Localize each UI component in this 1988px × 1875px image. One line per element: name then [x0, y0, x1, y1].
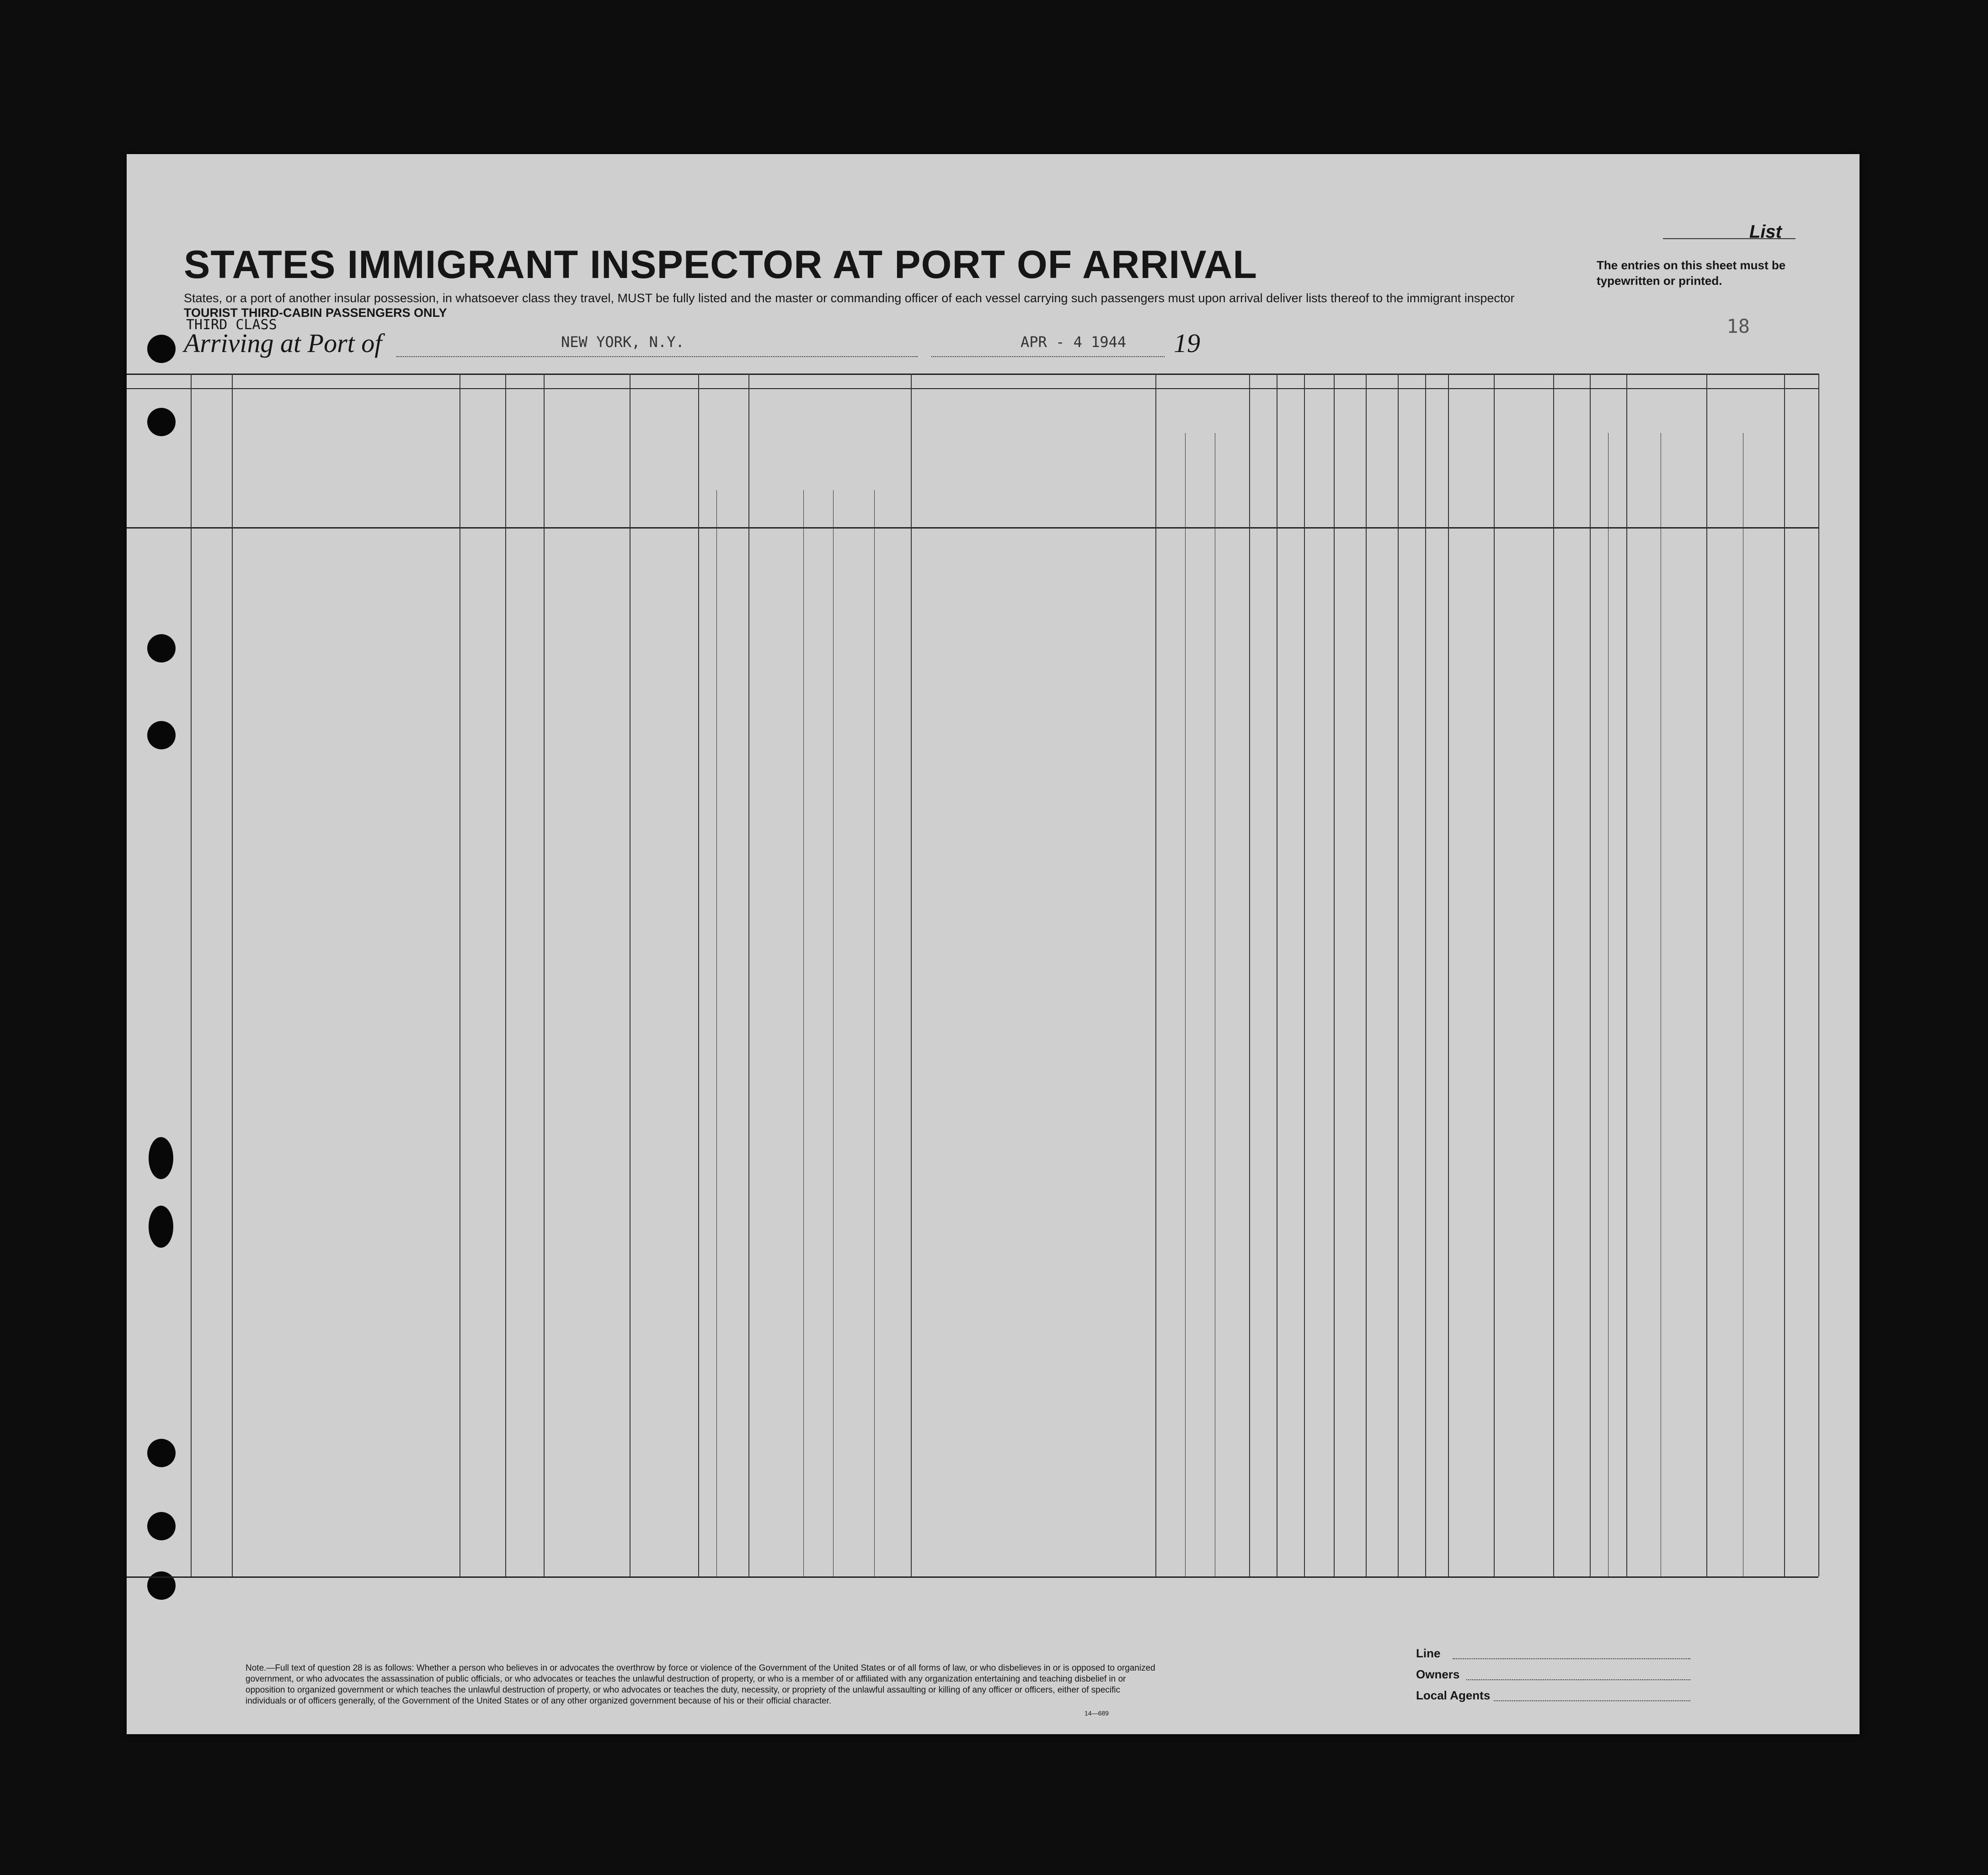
agents-label: Local Agents [1416, 1688, 1491, 1702]
column-divider [1553, 374, 1554, 1576]
subcolumn-divider [716, 490, 717, 1576]
subcolumn-divider [874, 490, 875, 1576]
arriving-label: Arriving at Port of [184, 328, 382, 358]
column-divider [1304, 374, 1305, 1576]
third-class-note: THIRD CLASS [186, 317, 277, 333]
column-divider [1155, 374, 1156, 1576]
grid-top-line [127, 374, 1818, 375]
column-divider [1425, 374, 1426, 1576]
column-divider [911, 374, 912, 1576]
column-divider [1334, 374, 1335, 1576]
subcolumn-divider [1608, 433, 1609, 1576]
subcolumn-divider [833, 490, 834, 1576]
page-title: STATES IMMIGRANT INSPECTOR AT PORT OF ARRIVAL [184, 243, 1257, 287]
column-divider [1249, 374, 1250, 1576]
column-divider [1398, 374, 1399, 1576]
column-divider [1448, 374, 1449, 1576]
line-field[interactable] [1453, 1658, 1690, 1659]
owners-field[interactable] [1466, 1679, 1690, 1680]
column-divider [191, 374, 192, 1576]
page-number: 18 [1726, 315, 1750, 337]
agents-field[interactable] [1494, 1700, 1690, 1701]
manifest-sheet [127, 154, 1860, 1734]
form-number: 14—689 [1085, 1709, 1109, 1717]
column-divider [1626, 374, 1627, 1576]
column-divider [1590, 374, 1591, 1576]
manifest-grid [127, 154, 1860, 1734]
subcolumn-divider [698, 490, 699, 1576]
colnum-line [127, 388, 1818, 389]
column-divider [1706, 374, 1707, 1576]
passenger-class-line: TOURIST THIRD-CABIN PASSENGERS ONLY [184, 306, 447, 320]
line-label: Line [1416, 1646, 1441, 1660]
list-label: List [1749, 222, 1782, 242]
subcolumn-divider [505, 490, 506, 1576]
footnote: Note.—Full text of question 28 is as follows: Whether a person who believes in or advocates the overthrow by force or violence of the Government of the United States or of all forms of law, or who disbelieves in or is opposed to organized government, or who advocates the assassination of public officials, or who advocates or teaches the unlawful destruction of property, or who is a member of or affiliated with any organization entertaining and teaching disbelief in or opposition to organized government or which teaches the unlawful destruction of property, or who advocates or teaches the duty, necessity, or propriety of the unlawful assaulting or killing of any officer or officers, either of specific individuals or of officers generally, of the Government of the United States or of any other organized government because of his or their official character. [246, 1663, 1155, 1706]
subcolumn-divider [1185, 433, 1186, 1576]
header-bottom-line [127, 527, 1818, 529]
subcolumn-divider [803, 490, 804, 1576]
entries-note: The entries on this sheet must be typewritten or printed. [1597, 258, 1786, 288]
column-divider [232, 374, 233, 1576]
column-divider [1818, 374, 1819, 1576]
owners-label: Owners [1416, 1667, 1460, 1681]
column-divider [1494, 374, 1495, 1576]
column-divider [1366, 374, 1367, 1576]
subcolumn-divider [748, 490, 749, 1576]
subtitle: States, or a port of another insular possession, in whatsoever class they travel, MUST be fully listed and the master or commanding officer of each vessel carrying such passengers must upon arrival deliver lists thereof to the immigrant inspector [184, 291, 1515, 305]
date-value: APR - 4 1944 [1021, 333, 1127, 351]
grid-bottom-line [127, 1576, 1818, 1578]
year-prefix: 19 [1174, 328, 1200, 358]
column-divider [1784, 374, 1785, 1576]
port-value: NEW YORK, N.Y. [561, 333, 684, 351]
